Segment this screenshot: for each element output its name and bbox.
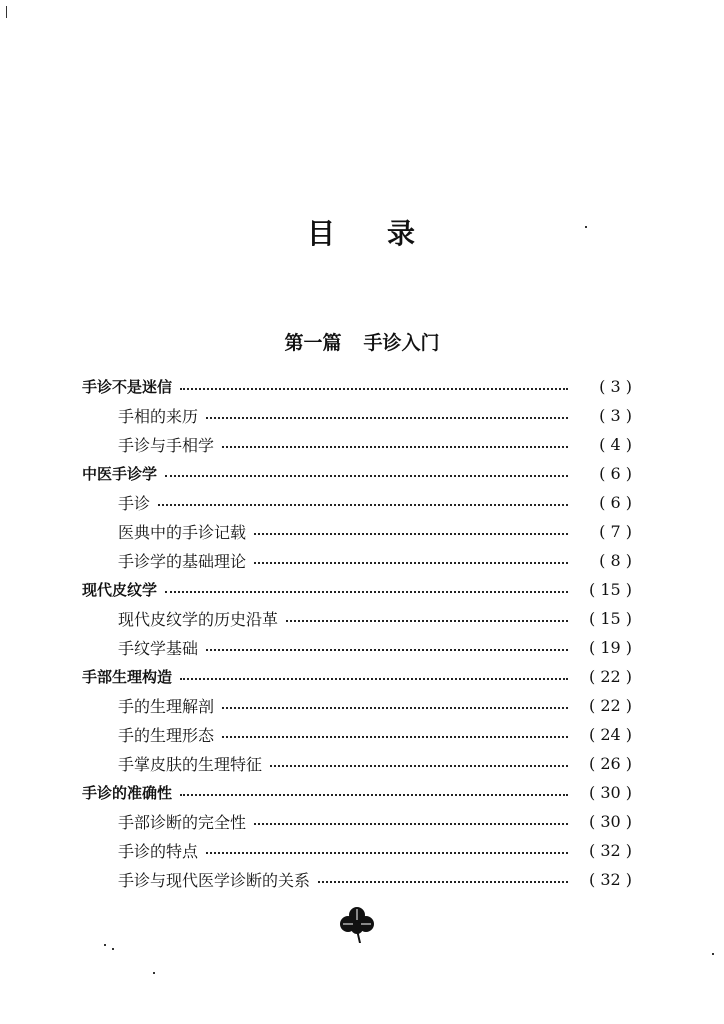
scan-speck [585,226,587,228]
toc-chapter-entry [82,778,632,807]
toc-section-entry [82,865,632,894]
toc-entry-page: ( 6 ) [599,464,632,483]
toc-entry-label: 手纹学基础 [118,639,199,658]
page-title [0,212,724,252]
toc-entry-label: 中医手诊学 [82,465,158,483]
dot-leader [180,794,568,796]
toc-entry-page: ( 3 ) [599,377,632,396]
toc-entry-label: 手诊不是迷信 [82,378,173,396]
dot-leader [270,765,568,767]
dot-leader [206,417,568,419]
dot-leader [158,504,568,506]
toc-section-entry [82,807,632,836]
toc-entry-page: ( 32 ) [588,841,632,860]
toc-entry-page: ( 15 ) [588,580,632,599]
dot-leader [165,591,568,593]
toc-entry-page: ( 19 ) [588,638,632,657]
toc-chapter-entry [82,662,632,691]
toc-section-entry [82,488,632,517]
toc-entry-page: ( 15 ) [588,609,632,628]
dot-leader [286,620,568,622]
toc-chapter-entry [82,575,632,604]
toc-entry-label: 手掌皮肤的生理特征 [118,755,263,774]
dot-leader [165,475,568,477]
toc-section-entry [82,430,632,459]
scan-speck [6,6,7,18]
toc-section-entry [82,836,632,865]
toc-entry-label: 手诊 [118,494,151,513]
toc-section-entry [82,720,632,749]
toc-section-entry [82,633,632,662]
scan-speck [104,944,106,946]
toc-entry-page: ( 7 ) [599,522,632,541]
toc-section-entry [82,691,632,720]
part-number: 第一篇 [284,332,342,354]
toc-section-entry [82,604,632,633]
title-char-1: 目 [306,217,337,250]
toc-chapter-entry [82,372,632,401]
title-char-2: 录 [387,217,418,250]
dot-leader [254,562,568,564]
clover-ornament-icon [337,904,377,944]
toc-entry-page: ( 8 ) [599,551,632,570]
dot-leader [222,446,568,448]
part-heading [0,328,724,355]
dot-leader [222,736,568,738]
toc-section-entry [82,401,632,430]
toc-entry-label: 手的生理解剖 [118,697,215,716]
scan-speck [153,972,155,974]
scan-speck [712,953,714,955]
dot-leader [318,881,568,883]
scan-speck [112,948,114,950]
dot-leader [254,533,568,535]
part-name: 手诊入门 [363,332,440,354]
toc-entry-page: ( 4 ) [599,435,632,454]
toc-entry-page: ( 30 ) [588,783,632,802]
dot-leader [206,852,568,854]
toc-entry-page: ( 26 ) [588,754,632,773]
toc-entry-label: 手的生理形态 [118,726,215,745]
toc-entry-page: ( 22 ) [588,696,632,715]
toc-entry-label: 手诊与现代医学诊断的关系 [118,871,311,890]
toc-entry-page: ( 24 ) [588,725,632,744]
toc-section-entry [82,749,632,778]
toc-entry-label: 手部生理构造 [82,668,173,686]
toc-entry-page: ( 30 ) [588,812,632,831]
toc-entry-page: ( 22 ) [588,667,632,686]
toc-entry-label: 手相的来历 [118,407,199,426]
toc-entry-label: 手诊学的基础理论 [118,552,247,571]
toc-entry-page: ( 32 ) [588,870,632,889]
dot-leader [180,678,568,680]
dot-leader [180,388,568,390]
toc-entry-label: 手诊的特点 [118,842,199,861]
toc-section-entry [82,546,632,575]
dot-leader [206,649,568,651]
toc-entry-label: 医典中的手诊记载 [118,523,247,542]
toc-entry-label: 现代皮纹学的历史沿革 [118,610,279,629]
toc-chapter-entry [82,459,632,488]
toc-entry-page: ( 6 ) [599,493,632,512]
dot-leader [222,707,568,709]
toc-entry-label: 手部诊断的完全性 [118,813,247,832]
toc-list [82,372,632,894]
toc-entry-label: 手诊与手相学 [118,436,215,455]
dot-leader [254,823,568,825]
toc-entry-label: 手诊的准确性 [82,784,173,802]
toc-section-entry [82,517,632,546]
toc-entry-label: 现代皮纹学 [82,581,158,599]
toc-entry-page: ( 3 ) [599,406,632,425]
